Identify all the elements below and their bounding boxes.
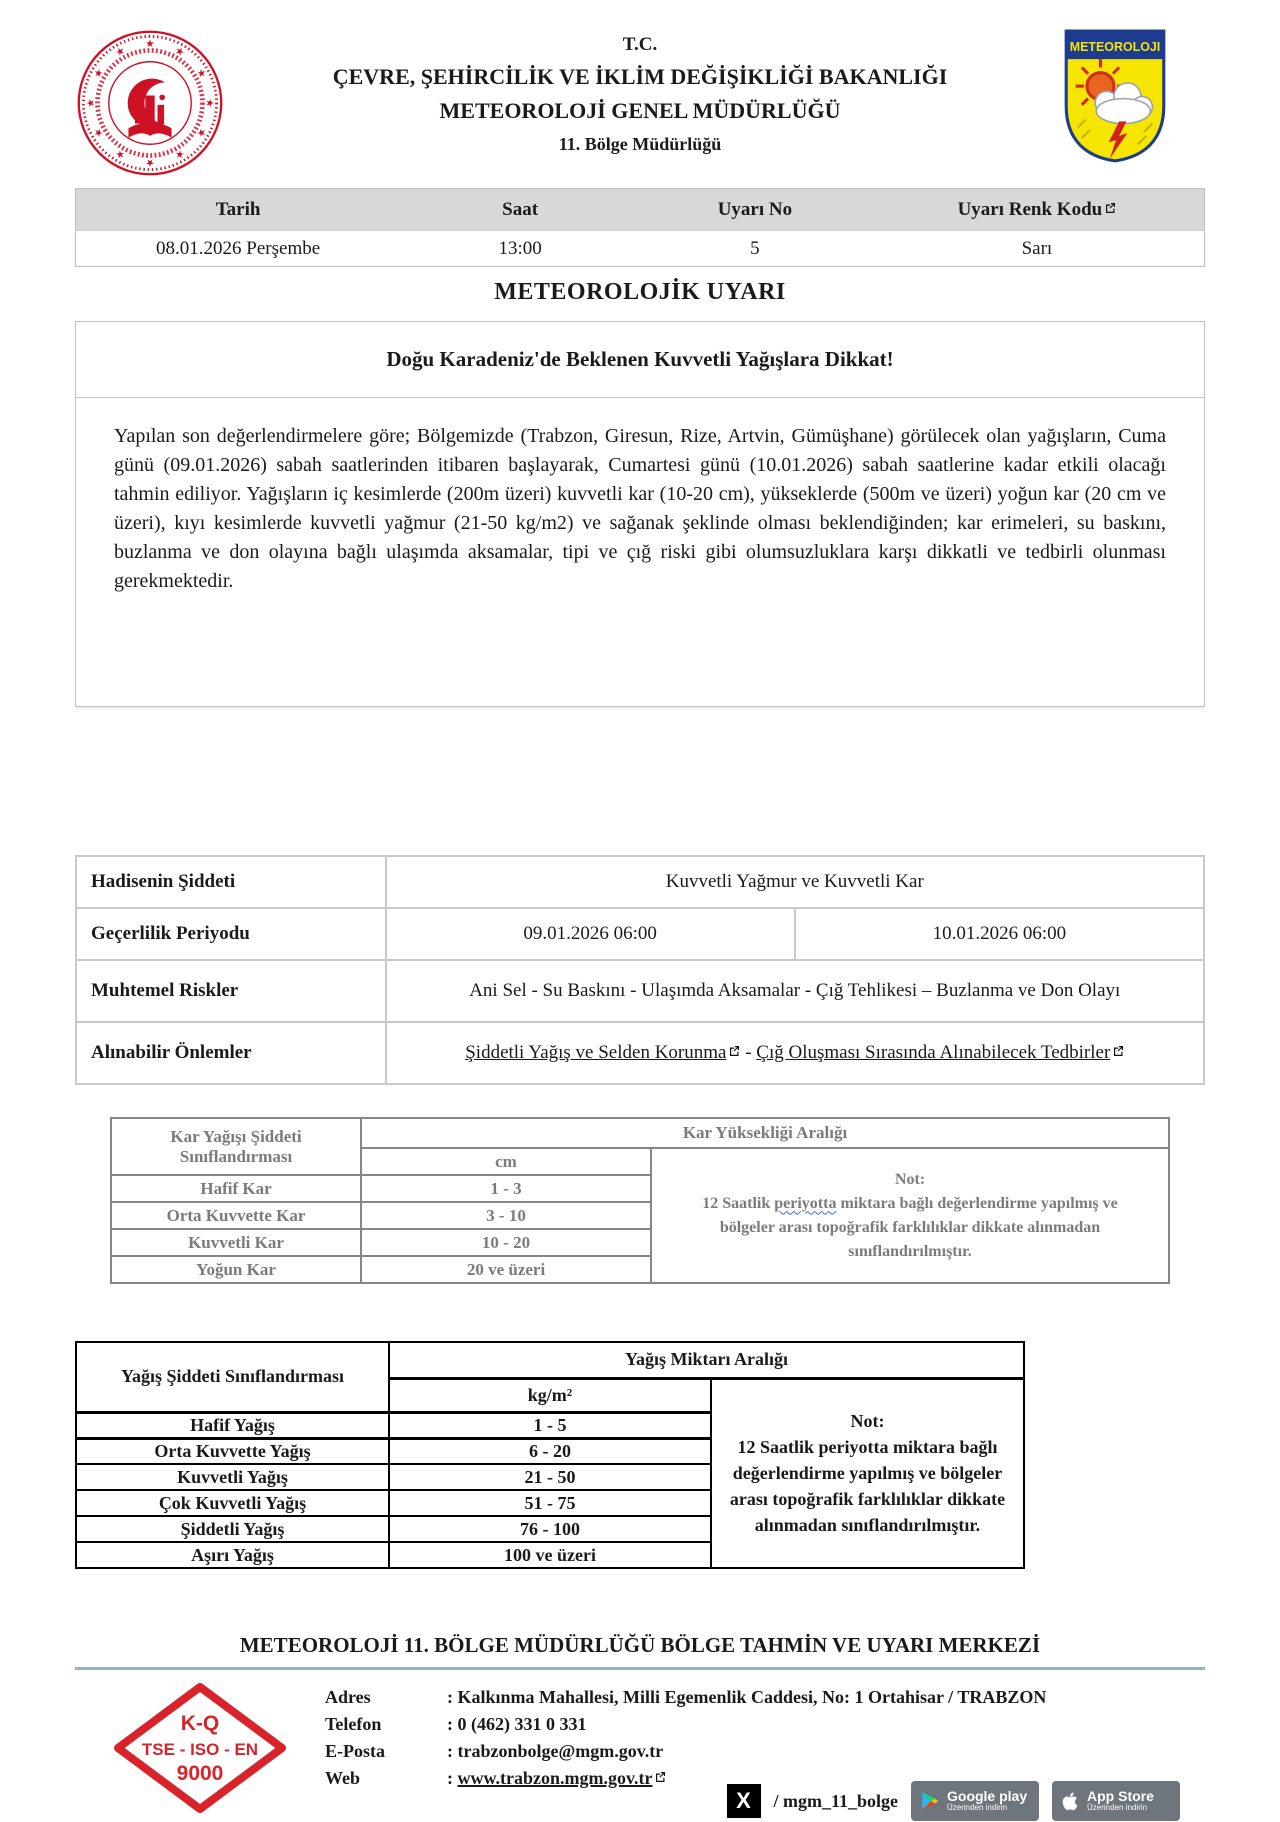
header-tc: T.C. <box>622 34 658 55</box>
tse-line1: K-Q <box>180 1712 219 1735</box>
precaution-link-avalanche-label: Çığ Oluşması Sırasında Alınabilecek Tedbirler <box>756 1042 1111 1063</box>
contact-row-email <box>325 1738 1046 1765</box>
svg-text:★: ★ <box>145 37 155 50</box>
warning-info-table <box>75 188 1205 267</box>
snow-note-spellcheck-word: periyotta <box>774 1194 837 1212</box>
contact-label-email: E-Posta <box>325 1741 385 1761</box>
ministry-seal-icon <box>75 28 225 178</box>
details-row-validity <box>76 908 1204 960</box>
snow-note-cell <box>651 1148 1169 1283</box>
precaution-link-avalanche[interactable] <box>756 1042 1124 1063</box>
svg-text:★: ★ <box>91 66 107 81</box>
details-value-risks: Ani Sel - Su Baskını - Ulaşımda Aksamalar - Çığ Tehlikesi – Buzlanma ve Don Olayı <box>386 960 1205 1022</box>
info-header-warning-no: Uyarı No <box>640 189 870 231</box>
header-directorate-name: METEOROLOJİ GENEL MÜDÜRLÜĞÜ <box>439 98 841 123</box>
rain-classification-table <box>75 1341 1025 1569</box>
snow-class-value: 3 - 10 <box>361 1202 651 1229</box>
info-value-row <box>76 231 1205 267</box>
info-header-color-code-label: Uyarı Renk Kodu <box>957 198 1103 220</box>
info-header-color-code-link[interactable] <box>870 189 1205 231</box>
rain-class-label: Çok Kuvvetli Yağış <box>76 1490 389 1516</box>
google-play-badge[interactable] <box>911 1781 1039 1821</box>
contact-value-email: : trabzonbolge@mgm.gov.tr <box>447 1741 664 1761</box>
contact-label-phone: Telefon <box>325 1714 382 1734</box>
app-store-label: App Store <box>1087 1788 1154 1805</box>
svg-text:★: ★ <box>145 156 155 169</box>
snow-span-header: Kar Yüksekliği Aralığı <box>361 1118 1169 1148</box>
footer-center-title: METEOROLOJİ 11. BÖLGE MÜDÜRLÜĞÜ BÖLGE TAHMİN VE UYARI MERKEZİ <box>239 1633 1041 1657</box>
rain-class-value: 6 - 20 <box>389 1438 711 1464</box>
shield-logo-label: METEOROLOJI <box>1069 39 1161 54</box>
rain-class-label: Kuvvetli Yağış <box>76 1464 389 1490</box>
rain-span-header: Yağış Miktarı Aralığı <box>389 1342 1024 1378</box>
rain-class-value: 1 - 5 <box>389 1412 711 1438</box>
rain-note-label: Not: <box>850 1411 885 1432</box>
web-colon: : <box>447 1768 458 1788</box>
rain-class-label: Şiddetli Yağış <box>76 1516 389 1542</box>
google-play-sublabel: Üzerinden indirin <box>947 1803 1008 1813</box>
contact-label-web: Web <box>325 1768 361 1788</box>
rain-note-cell <box>711 1378 1024 1568</box>
external-link-icon <box>728 1045 740 1057</box>
details-value-precautions <box>386 1022 1205 1084</box>
snow-class-value: 20 ve üzeri <box>361 1256 651 1283</box>
details-label-risks: Muhtemel Riskler <box>76 960 386 1022</box>
details-value-validity-end: 10.01.2026 06:00 <box>795 908 1204 960</box>
svg-text:★: ★ <box>172 44 187 60</box>
precaution-link-flood[interactable] <box>465 1042 740 1063</box>
header-ministry-name: ÇEVRE, ŞEHİRCİLİK VE İKLİM DEĞİŞİKLİĞİ BAKANLIĞI <box>332 64 948 89</box>
info-header-date: Tarih <box>76 189 401 231</box>
ministry-seal-logo <box>75 28 255 178</box>
snow-class-label: Yoğun Kar <box>111 1256 361 1283</box>
tse-line2: TSE - ISO - EN <box>141 1740 258 1759</box>
snow-class-label: Kuvvetli Kar <box>111 1229 361 1256</box>
details-value-severity: Kuvvetli Yağmur ve Kuvvetli Kar <box>386 856 1205 908</box>
header-region-name: 11. Bölge Müdürlüğü <box>558 134 722 154</box>
contact-value-phone: : 0 (462) 331 0 331 <box>447 1714 587 1734</box>
tse-logo <box>75 1680 325 1822</box>
external-link-icon <box>1104 202 1116 214</box>
details-row-severity <box>76 856 1204 908</box>
snow-note-suffix: miktara bağlı değerlendirme yapılmış ve bölgeler arası topoğrafik farklılıklar dikkate alınmadan sınıflandırılmıştır. <box>719 1194 1118 1260</box>
x-twitter-icon[interactable]: X <box>727 1784 761 1818</box>
contact-row-phone <box>325 1711 1046 1738</box>
rain-class-label: Aşırı Yağış <box>76 1542 389 1568</box>
google-play-label: Google play <box>947 1788 1028 1805</box>
snow-class-value: 10 - 20 <box>361 1229 651 1256</box>
info-header-row <box>76 189 1205 231</box>
rain-header-row <box>76 1342 1024 1378</box>
details-label-severity: Hadisenin Şiddeti <box>76 856 386 908</box>
snow-note-label: Not: <box>894 1170 926 1188</box>
snow-note-prefix: 12 Saatlik <box>702 1194 775 1212</box>
precaution-separator: - <box>740 1042 757 1063</box>
document-header <box>75 28 1205 178</box>
info-value-date: 08.01.2026 Perşembe <box>76 231 401 267</box>
rain-class-value: 100 ve üzeri <box>389 1542 711 1568</box>
details-row-precautions <box>76 1022 1204 1084</box>
contact-label-address: Adres <box>325 1687 371 1707</box>
footer-divider <box>75 1667 1205 1670</box>
x-handle[interactable]: / mgm_11_bolge <box>773 1790 898 1811</box>
svg-text:★: ★ <box>113 44 128 60</box>
contact-value-web <box>447 1765 666 1792</box>
contact-value-address: : Kalkınma Mahallesi, Milli Egemenlik Caddesi, No: 1 Ortahisar / TRABZON <box>447 1687 1047 1707</box>
svg-text:★: ★ <box>91 125 107 140</box>
svg-text:★: ★ <box>193 66 209 81</box>
tse-iso-en-icon <box>113 1682 288 1814</box>
precaution-link-flood-label: Şiddetli Yağış ve Selden Korunma <box>465 1042 727 1063</box>
meteoroloji-shield-icon <box>1063 28 1167 164</box>
snow-class-label: Orta Kuvvette Kar <box>111 1202 361 1229</box>
meteoroloji-shield-logo <box>1025 28 1205 164</box>
warning-body-text: Yapılan son değerlendirmelere göre; Bölgemizde (Trabzon, Giresun, Rize, Artvin, Gümüşhane) görülecek olan yağışların, Cuma günü (09.01.2026) sabah saatlerinden itibaren başlayarak, Cumartesi günü (10.01.2026) sabah saatlerine kadar etkili olacağı tahmin ediliyor. Yağışların iç kesimlerde (200m üzeri) kuvvetli kar (10-20 cm), yükseklerde (500m ve üzeri) yoğun kar (20 cm ve üzeri), kıyı kesimlerde kuvvetli yağmur (21-50 kg/m2) ve sağanak şeklinde olması beklendiğinden; kar erimeleri, su baskını, buzlanma ve don olayına bağlı ulaşımda aksamalar, tipi ve çığ riski gibi olumsuzluklara karşı dikkatli ve tedbirli olunması gerekmektedir. <box>114 425 1166 592</box>
warning-title: Doğu Karadeniz'de Beklenen Kuvvetli Yağışlara Dikkat! <box>76 322 1204 398</box>
footer-contact-section <box>75 1680 1205 1822</box>
rain-unit-header: kg/m² <box>389 1378 711 1412</box>
external-link-icon <box>1112 1045 1124 1057</box>
app-store-sublabel: Üzerinden indirin <box>1087 1803 1148 1813</box>
svg-text:★: ★ <box>172 146 187 162</box>
details-label-precautions: Alınabilir Önlemler <box>76 1022 386 1084</box>
footer-social-row <box>727 1781 1181 1821</box>
snow-class-value: 1 - 3 <box>361 1175 651 1202</box>
details-label-validity: Geçerlilik Periyodu <box>76 908 386 960</box>
page-title: METEOROLOJİK UYARI <box>494 279 786 305</box>
rain-class-value: 76 - 100 <box>389 1516 711 1542</box>
info-value-time: 13:00 <box>400 231 640 267</box>
rain-class-label: Orta Kuvvette Yağış <box>76 1438 389 1464</box>
contact-row-address <box>325 1684 1046 1711</box>
details-value-validity-start: 09.01.2026 06:00 <box>386 908 795 960</box>
snow-unit-header: cm <box>361 1148 651 1175</box>
info-value-warning-no: 5 <box>640 231 870 267</box>
snow-header-row <box>111 1118 1169 1148</box>
warning-box <box>75 321 1205 707</box>
info-header-time: Saat <box>400 189 640 231</box>
snow-col1-header: Kar Yağışı Şiddeti Sınıflandırması <box>111 1118 361 1175</box>
svg-text:★: ★ <box>203 98 216 108</box>
svg-text:★: ★ <box>193 125 209 140</box>
details-row-risks <box>76 960 1204 1022</box>
rain-note-text: 12 Saatlik periyotta miktara bağlı değerlendirme yapılmış ve bölgeler arası topoğrafik farklılıklar dikkate alınmadan sınıflandırılmıştır. <box>729 1437 1006 1536</box>
snow-note-text <box>680 1192 1140 1264</box>
apple-icon <box>1061 1791 1079 1812</box>
info-value-color-code: Sarı <box>870 231 1205 267</box>
external-link-icon <box>654 1771 666 1783</box>
google-play-icon <box>920 1790 939 1812</box>
app-store-badge[interactable] <box>1052 1781 1180 1821</box>
snow-classification-table <box>110 1117 1170 1284</box>
rain-col1-header: Yağış Şiddeti Sınıflandırması <box>76 1342 389 1412</box>
rain-class-value: 21 - 50 <box>389 1464 711 1490</box>
rain-class-label: Hafif Yağış <box>76 1412 389 1438</box>
header-titles <box>255 28 1025 155</box>
rain-class-value: 51 - 75 <box>389 1490 711 1516</box>
website-link[interactable]: www.trabzon.mgm.gov.tr <box>457 1768 653 1788</box>
svg-text:★: ★ <box>113 146 128 162</box>
tse-line3: 9000 <box>176 1762 223 1785</box>
snow-class-label: Hafif Kar <box>111 1175 361 1202</box>
svg-text:★: ★ <box>84 98 97 108</box>
event-details-table <box>75 855 1205 1085</box>
